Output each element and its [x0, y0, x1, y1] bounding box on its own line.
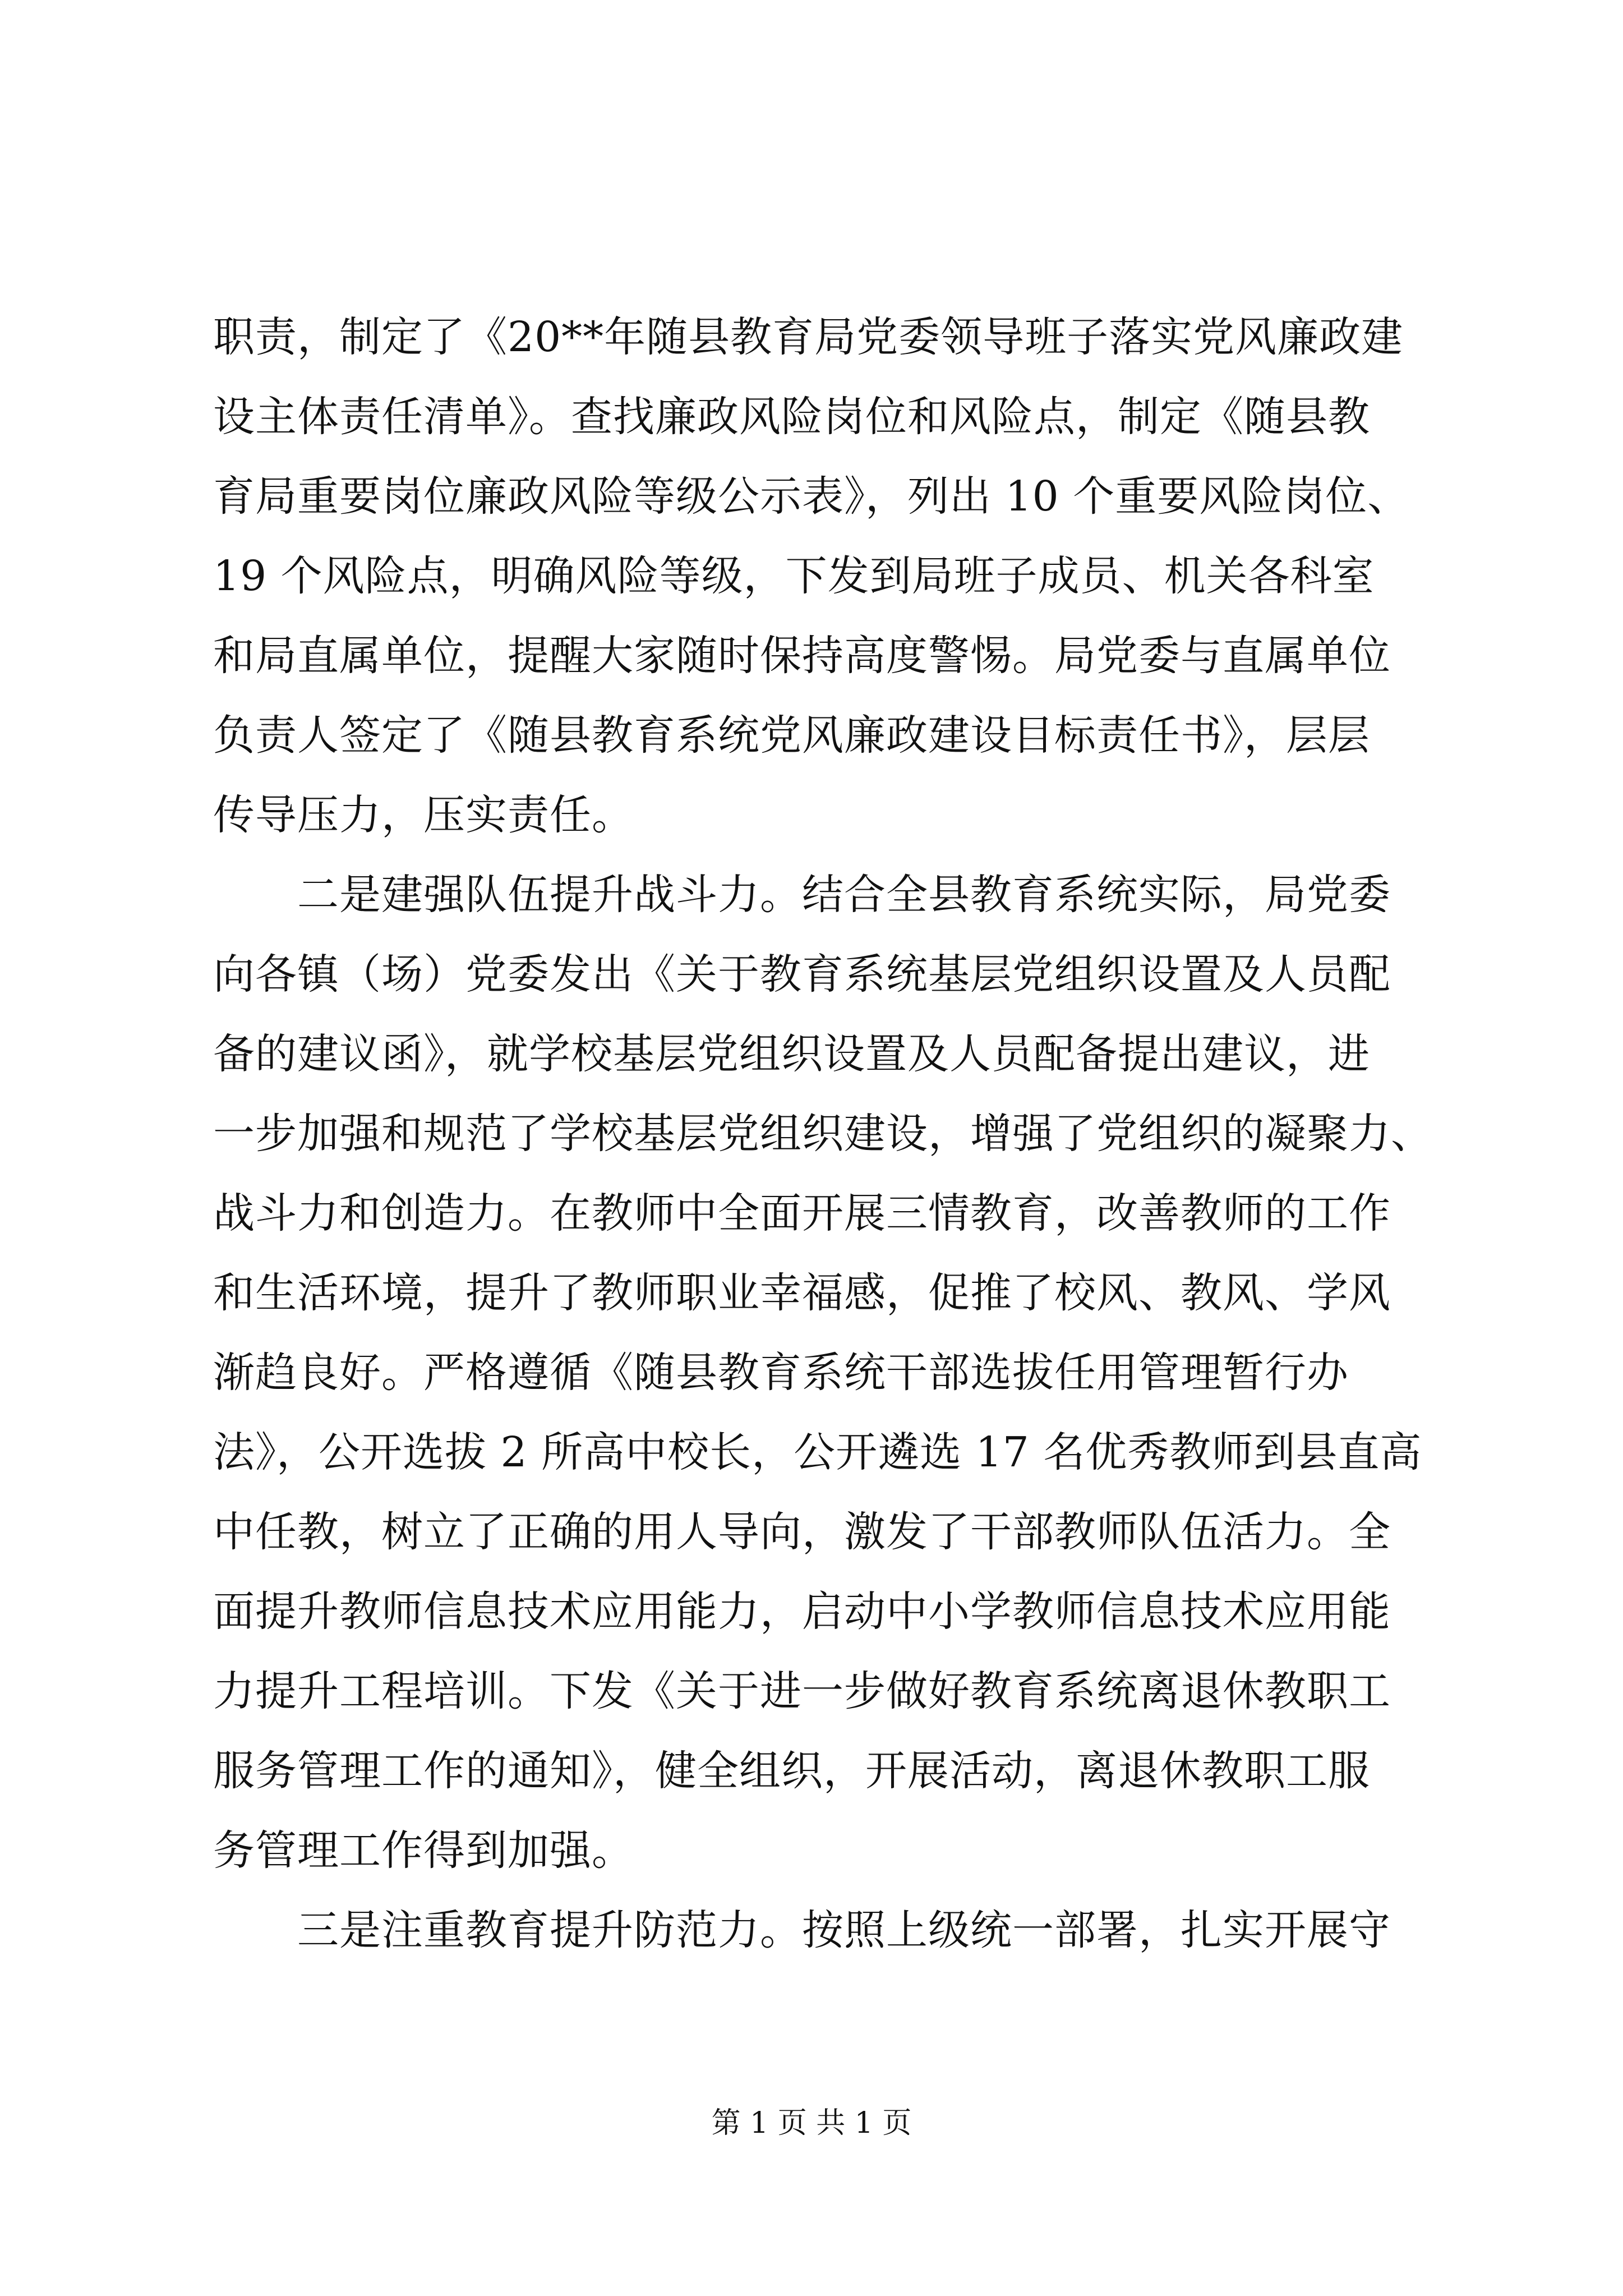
text-line: 三是注重教育提升防范力。按照上级统一部署，扎实开展守 [213, 1906, 1391, 1954]
text-line: 一步加强和规范了学校基层党组织建设，增强了党组织的凝聚力、 [213, 1110, 1433, 1158]
text-line: 传导压力，压实责任。 [213, 791, 634, 839]
text-line: 战斗力和创造力。在教师中全面开展三情教育，改善教师的工作 [213, 1189, 1391, 1237]
text-line: 面提升教师信息技术应用能力，启动中小学教师信息技术应用能 [213, 1588, 1391, 1636]
document-body [213, 297, 1433, 1970]
text-line: 渐趋良好。严格遵循《随县教育系统干部选拔任用管理暂行办 [213, 1349, 1349, 1397]
text-line: 职责，制定了《20**年随县教育局党委领导班子落实党风廉政建 [213, 313, 1404, 361]
text-line: 中任教，树立了正确的用人导向，激发了干部教师队伍活力。全 [213, 1508, 1391, 1556]
text-line: 力提升工程培训。下发《关于进一步做好教育系统离退休教职工 [213, 1667, 1391, 1715]
text-line: 二是建强队伍提升战斗力。结合全县教育系统实际，局党委 [213, 871, 1391, 919]
text-line: 务管理工作得到加强。 [213, 1826, 634, 1875]
text-line: 向各镇（场）党委发出《关于教育系统基层党组织设置及人员配 [213, 950, 1391, 999]
text-line: 和生活环境，提升了教师职业幸福感，促推了校风、教风、学风 [213, 1269, 1391, 1317]
text-line: 设主体责任清单》。查找廉政风险岗位和风险点，制定《随县教 [213, 393, 1370, 441]
text-line: 负责人签定了《随县教育系统党风廉政建设目标责任书》，层层 [213, 711, 1370, 760]
page-footer: 第 1 页 共 1 页 [711, 2106, 912, 2140]
text-line: 19 个风险点，明确风险等级，下发到局班子成员、机关各科室 [213, 552, 1375, 600]
text-line: 和局直属单位，提醒大家随时保持高度警惕。局党委与直属单位 [213, 632, 1391, 680]
text-line: 育局重要岗位廉政风险等级公示表》，列出 10 个重要风险岗位、 [213, 472, 1410, 521]
text-line: 备的建议函》，就学校基层党组织设置及人员配备提出建议，进 [213, 1030, 1370, 1078]
text-line: 法》，公开选拔 2 所高中校长，公开遴选 17 名优秀教师到县直高 [213, 1428, 1422, 1476]
text-line: 服务管理工作的通知》，健全组织，开展活动，离退休教职工服 [213, 1747, 1370, 1795]
